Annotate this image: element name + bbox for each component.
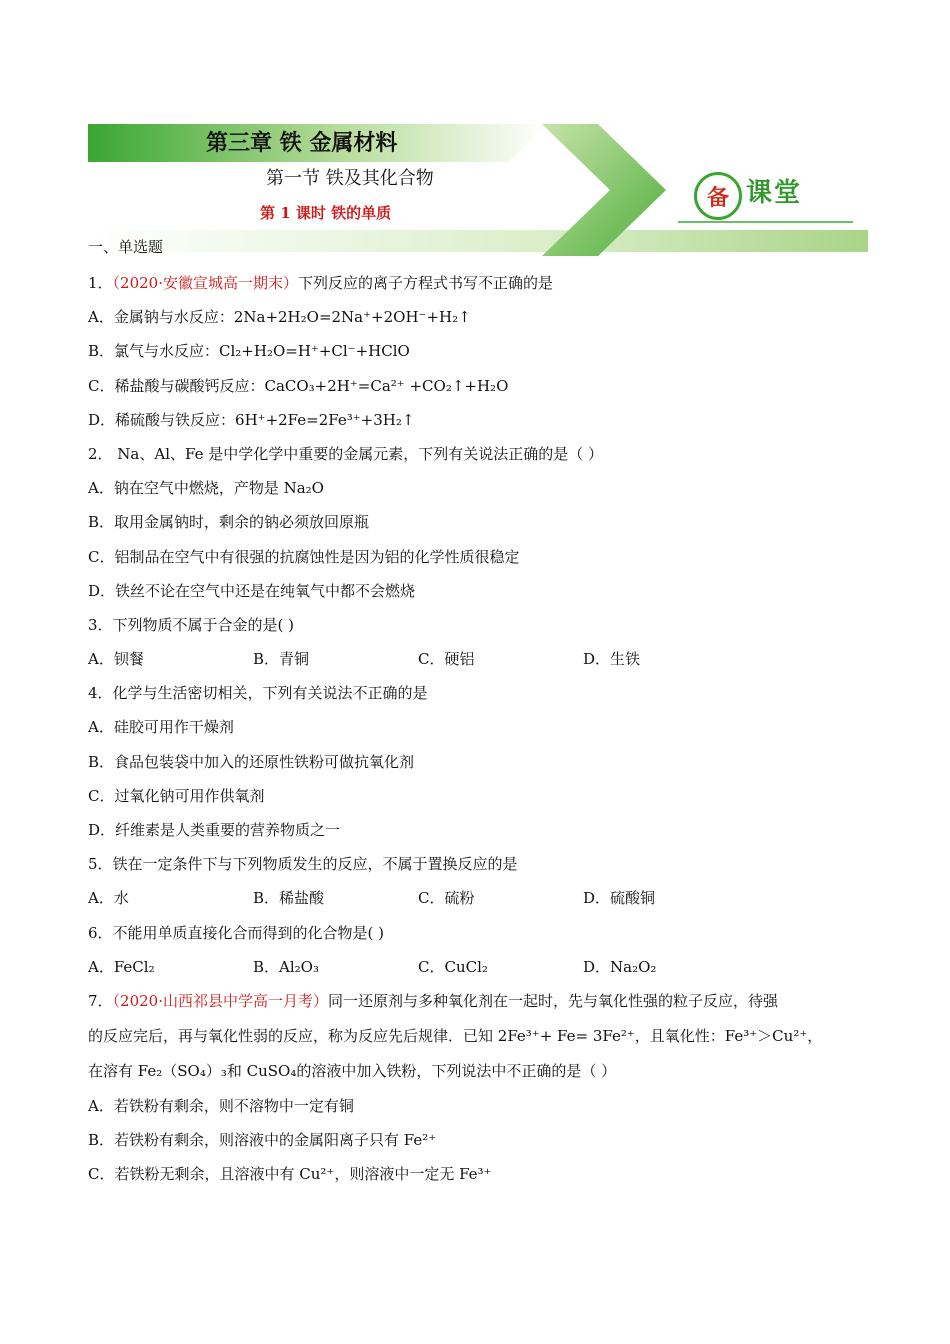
option: C．铝制品在空气中有很强的抗腐蚀性是因为铝的化学性质很稳定 (88, 547, 520, 566)
question-3-stem: 3．下列物质不属于合金的是( ) (88, 615, 295, 634)
options-row (88, 642, 868, 676)
option: D．稀硫酸与铁反应：6H⁺+2Fe=2Fe³⁺+3H₂↑ (88, 410, 415, 429)
option: C．过氧化钠可用作供氧剂 (88, 786, 265, 805)
option: C．若铁粉无剩余，且溶液中有 Cu²⁺，则溶液中一定无 Fe³⁺ (88, 1165, 492, 1184)
option: C．稀盐酸与碳酸钙反应：CaCO₃+2H⁺=Ca²⁺ +CO₂↑+H₂O (88, 376, 509, 395)
option: C．硫粉 (418, 889, 475, 908)
lesson-title: 第 1 课时 铁的单质 (260, 204, 392, 222)
option: A．金属钠与水反应：2Na+2H₂O=2Na⁺+2OH⁻+H₂↑ (88, 308, 471, 327)
option: D．生铁 (583, 650, 641, 669)
option: D．Na₂O₂ (583, 957, 657, 976)
question-list (88, 266, 868, 1192)
option: B．若铁粉有剩余，则溶液中的金属阳离子只有 Fe²⁺ (88, 1131, 437, 1150)
logo-badge: 备 (694, 172, 742, 220)
section-title: 第一节 铁及其化合物 (266, 168, 434, 189)
option: D．纤维素是人类重要的营养物质之一 (88, 821, 341, 839)
option: C．CuCl₂ (418, 957, 488, 976)
question-1-stem: 1．（2020·安徽宣城高一期末）下列反应的离子方程式书写不正确的是 (88, 274, 554, 292)
options-row (88, 881, 868, 915)
question-source: （2020·山西祁县中学高一月考） (112, 991, 328, 1010)
option: A．FeCl₂ (88, 957, 155, 976)
option: C．硬铝 (418, 650, 475, 669)
option: A．硅胶可用作干燥剂 (88, 718, 234, 737)
question-7-stem-line3: 在溶有 Fe₂（SO₄）₃和 CuSO₄的溶液中加入铁粉，下列说法中不正确的是（ ） (88, 1061, 617, 1080)
logo-text: 课堂 (746, 178, 803, 208)
option: B．氯气与水反应：Cl₂+H₂O=H⁺+Cl⁻+HClO (88, 342, 410, 361)
question-type-heading: 一、单选题 (88, 238, 164, 256)
option: A．钠在空气中燃烧，产物是 Na₂O (88, 479, 324, 498)
options-row (88, 950, 868, 984)
option: A．水 (88, 889, 129, 908)
option: A．钡餐 (88, 650, 144, 669)
question-7-stem-line2: 的反应完后，再与氧化性弱的反应，称为反应先后规律．已知 2Fe³⁺+ Fe= 3Fe²⁺，且氧化性：Fe³⁺＞Cu²⁺， (88, 1026, 823, 1045)
option: B．食品包装袋中加入的还原性铁粉可做抗氧化剂 (88, 752, 415, 771)
question-5-stem: 5．铁在一定条件下与下列物质发生的反应，不属于置换反应的是 (88, 855, 518, 874)
option: B．稀盐酸 (253, 889, 325, 908)
question-7-stem: 7．（2020·山西祁县中学高一月考）同一还原剂与多种氧化剂在一起时，先与氧化性强的粒子反应，待强 (88, 991, 779, 1010)
option: D．铁丝不论在空气中还是在纯氧气中都不会燃烧 (88, 581, 416, 600)
option: B．青铜 (253, 650, 310, 669)
chapter-title: 第三章 铁 金属材料 (206, 131, 398, 156)
question-source: （2020·安徽宣城高一期末） (112, 274, 298, 292)
question-6-stem: 6．不能用单质直接化合而得到的化合物是( ) (88, 923, 385, 942)
option: A．若铁粉有剩余，则不溶物中一定有铜 (88, 1096, 354, 1115)
header-banner (88, 124, 868, 256)
question-4-stem: 4．化学与生活密切相关，下列有关说法不正确的是 (88, 684, 428, 703)
question-2-stem: 2． Na、Al、Fe 是中学化学中重要的金属元素，下列有关说法正确的是（ ） (88, 444, 604, 463)
option: D．硫酸铜 (583, 889, 656, 908)
option: B．Al₂O₃ (253, 957, 319, 976)
option: B．取用金属钠时，剩余的钠必须放回原瓶 (88, 513, 370, 532)
